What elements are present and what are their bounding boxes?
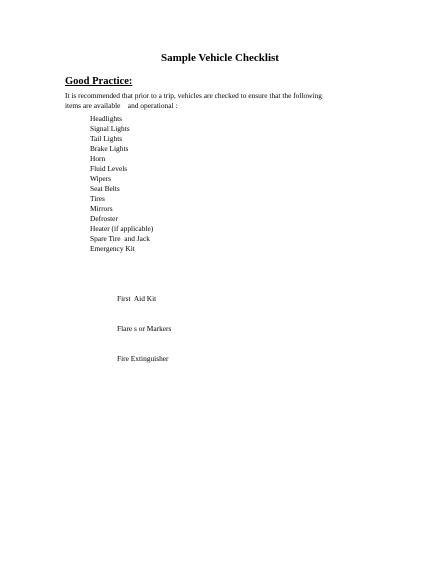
checklist-item-mirrors: Mirrors xyxy=(90,204,113,213)
section-heading: Good Practice: xyxy=(65,76,133,87)
checklist-item-wipers: Wipers xyxy=(90,174,112,183)
checklist-item-horn: Horn xyxy=(90,154,106,163)
checklist-item-seat-belts: Seat Belts xyxy=(90,184,120,193)
intro-paragraph xyxy=(65,91,360,110)
checklist-subitem-fire-extinguisher: Fire Extinguisher xyxy=(117,354,169,363)
checklist-item-signal-lights: Signal Lights xyxy=(90,124,130,133)
checklist-subitem-first-aid-kit: First Aid Kit xyxy=(117,294,157,303)
emergency-kit-subitems-container xyxy=(90,254,171,404)
document-title: Sample Vehicle Checklist xyxy=(161,52,279,64)
checklist-item-emergency-kit: Emergency Kit xyxy=(90,244,135,253)
checklist-item-brake-lights: Brake Lights xyxy=(90,144,129,153)
emergency-kit-subitems xyxy=(90,274,171,384)
checklist-item-headlights: Headlights xyxy=(90,114,123,123)
checklist-item-tail-lights: Tail Lights xyxy=(90,134,123,143)
checklist-item-heater: Heater (if applicable) xyxy=(90,224,154,233)
checklist-item-spare-tire: Spare Tire and Jack xyxy=(90,234,150,243)
checklist xyxy=(90,114,171,404)
intro-line: It is recommended that prior to a trip, vehicles are checked to ensure that the following xyxy=(65,91,322,100)
checklist-subitem-flares: Flare s or Markers xyxy=(117,324,172,333)
intro-line: items are available and operational : xyxy=(65,100,178,110)
checklist-item-defroster: Defroster xyxy=(90,214,118,223)
checklist-item-fluid-levels: Fluid Levels xyxy=(90,164,128,173)
checklist-item-tires: Tires xyxy=(90,194,105,203)
